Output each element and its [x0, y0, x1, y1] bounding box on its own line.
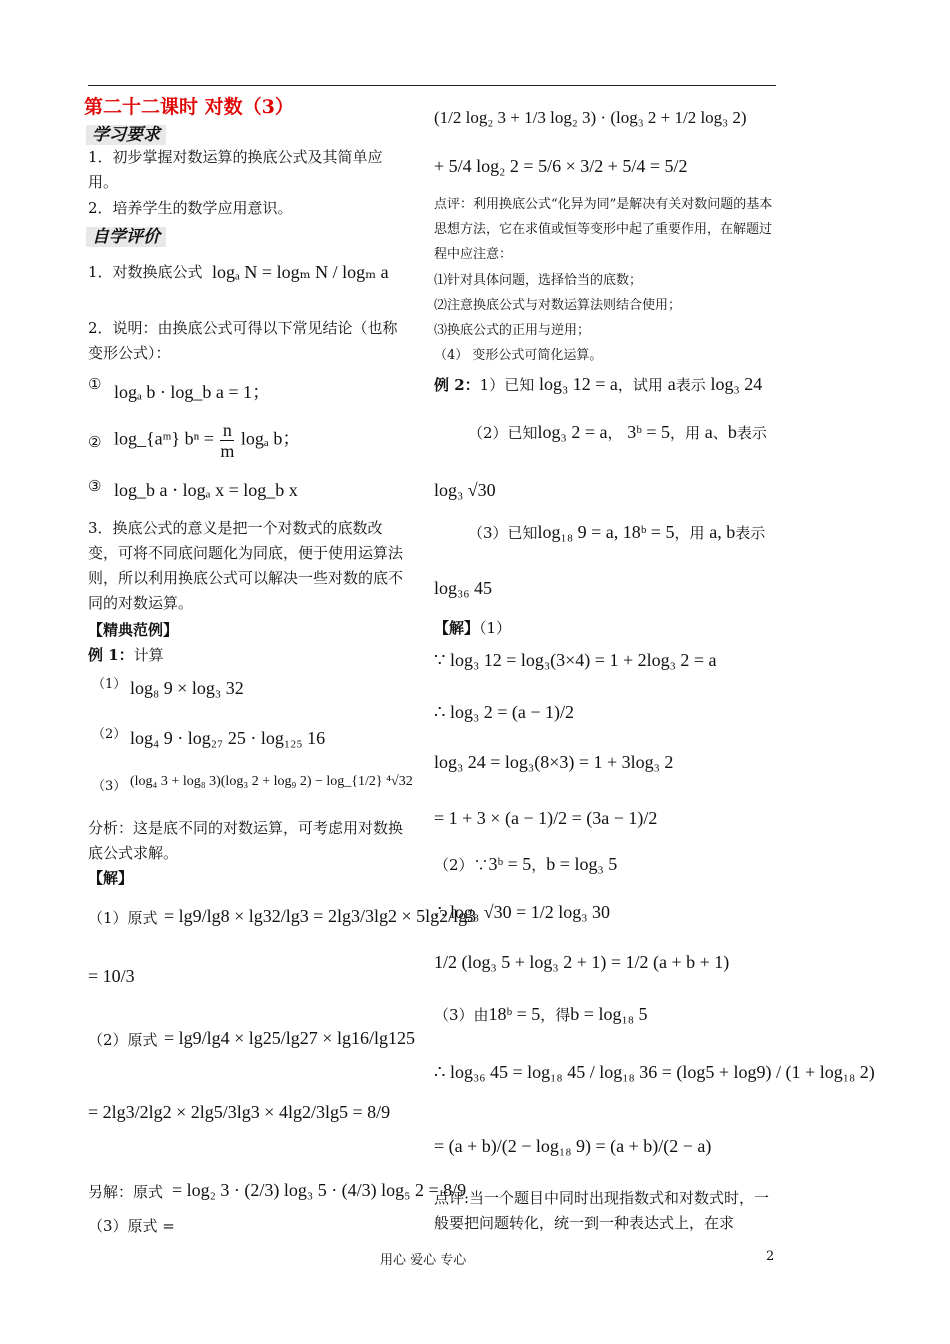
sol2-expression: = lg9/lg4 × lg25/lg27 × lg16/lg125	[164, 1028, 415, 1048]
solution-label: 【解】	[88, 869, 134, 887]
sol1-result: = 10/3	[88, 966, 135, 986]
sol3-line-2: + 5/4 log₂ 2 = 5/6 × 3/2 + 5/4 = 5/2	[434, 156, 688, 176]
note-1: ⑴针对具体问题，选择恰当的底数；	[434, 273, 643, 288]
example-2-item-3: （3）已知log₁₈ 9 = a, 18ᵇ = 5，用 a, b表示	[468, 522, 766, 542]
ex1-item-1-mark: （1）	[92, 677, 127, 692]
ex1-item-3-mark: （3）	[92, 779, 127, 794]
analysis: 分析：这是底不同的对数运算，可考虑用对数换底公式求解。	[88, 819, 404, 862]
ans-3-line-1: （3）由18ᵇ = 5，得b = log₁₈ 5	[434, 1004, 648, 1024]
conclusion-2-mark: ②	[88, 433, 102, 451]
sol2-label: （2）原式	[88, 1031, 158, 1049]
requirement-1: 1．初步掌握对数运算的换底公式及其简单应用。	[88, 148, 383, 191]
ans-2-line-2: ∴ log₃ √30 = 1/2 log₃ 30	[434, 902, 611, 922]
note-3: ⑶换底公式的正用与逆用；	[434, 323, 591, 338]
section-requirements: 学习要求	[86, 120, 166, 145]
example-2-item-1: 例 2：1）已知 log₃ 12 = a，试用 a表示 log₃ 24	[434, 374, 763, 394]
ans-1-line-4: = 1 + 3 × (a − 1)/2 = (3a − 1)/2	[434, 808, 658, 828]
ex1-item-2: log₄ 9 · log₂₇ 25 · log₁₂₅ 16	[130, 728, 326, 748]
example-2-item-2: （2）已知log₃ 2 = a， 3ᵇ = 5，用 a、b表示	[468, 422, 767, 442]
header-rule	[88, 85, 776, 86]
comment-1: 点评：利用换底公式“化异为同”是解决有关对数问题的基本思想方法，它在求值或恒等变形中起了重要作用，在解题过程中应注意：	[434, 197, 773, 262]
note-2: ⑵注意换底公式与对数运算法则结合使用；	[434, 298, 682, 313]
explanation-3: 3．换底公式的意义是把一个对数式的底数改变，可将不同底问题化为同底，便于使用运算法则，所以利用换底公式可以解决一些对数的底不同的对数运算。	[88, 519, 404, 612]
ans-1-line-3: log₃ 24 = log₃(8×3) = 1 + 3log₃ 2	[434, 752, 674, 772]
conclusion-2: log_{aᵐ} bⁿ = $\frac{n}{m}$ logₐ b；	[114, 420, 301, 461]
sol3-line-1: (1/2 log₂ 3 + 1/3 log₂ 3) · (log₃ 2 + 1/2 log₃ 2)	[434, 108, 747, 127]
requirement-2: 2．培养学生的数学应用意识。	[88, 199, 293, 217]
ans-2-line-1: （2）∵3ᵇ = 5，b = log₃ 5	[434, 854, 618, 874]
alt-expression: = log₂ 3 · (2/3) log₃ 5 · (4/3) log₅ 2 = 8/9	[172, 1180, 467, 1200]
ans-3-line-2: ∴ log₃₆ 45 = log₁₈ 45 / log₁₈ 36 = (log5 + log9) / (1 + log₁₈ 2)	[434, 1062, 875, 1082]
ex1-item-1: log₈ 9 × log₃ 32	[130, 678, 244, 698]
solution-2-label: 【解】（1）	[434, 619, 512, 637]
conclusion-1-mark: ①	[88, 375, 102, 393]
ex2-3-target: log₃₆ 45	[434, 578, 493, 598]
sol2-simplified: = 2lg3/2lg2 × 2lg5/3lg3 × 4lg2/3lg5 = 8/9	[88, 1102, 391, 1122]
comment-2: 点评:当一个题目中同时出现指数式和对数式时，一般要把问题转化，统一到一种表达式上，在求	[434, 1189, 770, 1232]
ans-1-line-2: ∴ log₃ 2 = (a − 1)/2	[434, 702, 575, 722]
ex2-2-target: log₃ √30	[434, 480, 496, 500]
alt-label: 另解：原式	[88, 1183, 164, 1201]
sol1-expression: = lg9/lg8 × lg32/lg3 = 2lg3/3lg2 × 5lg2/lg3	[164, 906, 477, 926]
ex1-item-2-mark: （2）	[92, 727, 127, 742]
ans-1-line-1: ∵ log₃ 12 = log₃(3×4) = 1 + 2log₃ 2 = a	[434, 650, 717, 670]
conclusion-1: logₐ b · log_b a = 1；	[114, 382, 271, 402]
change-of-base-formula: logₐ N = logₘ N / logₘ a	[212, 262, 389, 282]
page-title: 第二十二课时 对数（3）	[84, 96, 294, 118]
page-number: 2	[766, 1249, 775, 1264]
formula-1-label: 1．对数换底公式	[88, 263, 203, 281]
note-4: （4） 变形公式可简化运算。	[434, 348, 603, 363]
sol3-label: （3）原式 =	[88, 1217, 175, 1235]
footer-motto: 用心 爱心 专心	[380, 1253, 467, 1268]
sol1-label: （1）原式	[88, 909, 158, 927]
ans-3-line-3: = (a + b)/(2 − log₁₈ 9) = (a + b)/(2 − a)	[434, 1136, 712, 1156]
section-self-eval: 自学评价	[86, 222, 166, 247]
explanation-2: 2．说明：由换底公式可得以下常见结论（也称变形公式）：	[88, 319, 398, 362]
ans-2-line-3: 1/2 (log₃ 5 + log₃ 2 + 1) = 1/2 (a + b + 1)	[434, 952, 730, 972]
example-1-heading: 例 1：计算	[88, 646, 164, 664]
conclusion-3: log_b a ⋅ logₐ x = log_b x	[114, 480, 298, 500]
ex1-item-3: (log₄ 3 + log₈ 3)(log₃ 2 + log₉ 2) − log_{1/2} ⁴√32	[130, 774, 413, 789]
section-examples: 【精典范例】	[88, 621, 179, 639]
conclusion-3-mark: ③	[88, 477, 102, 495]
